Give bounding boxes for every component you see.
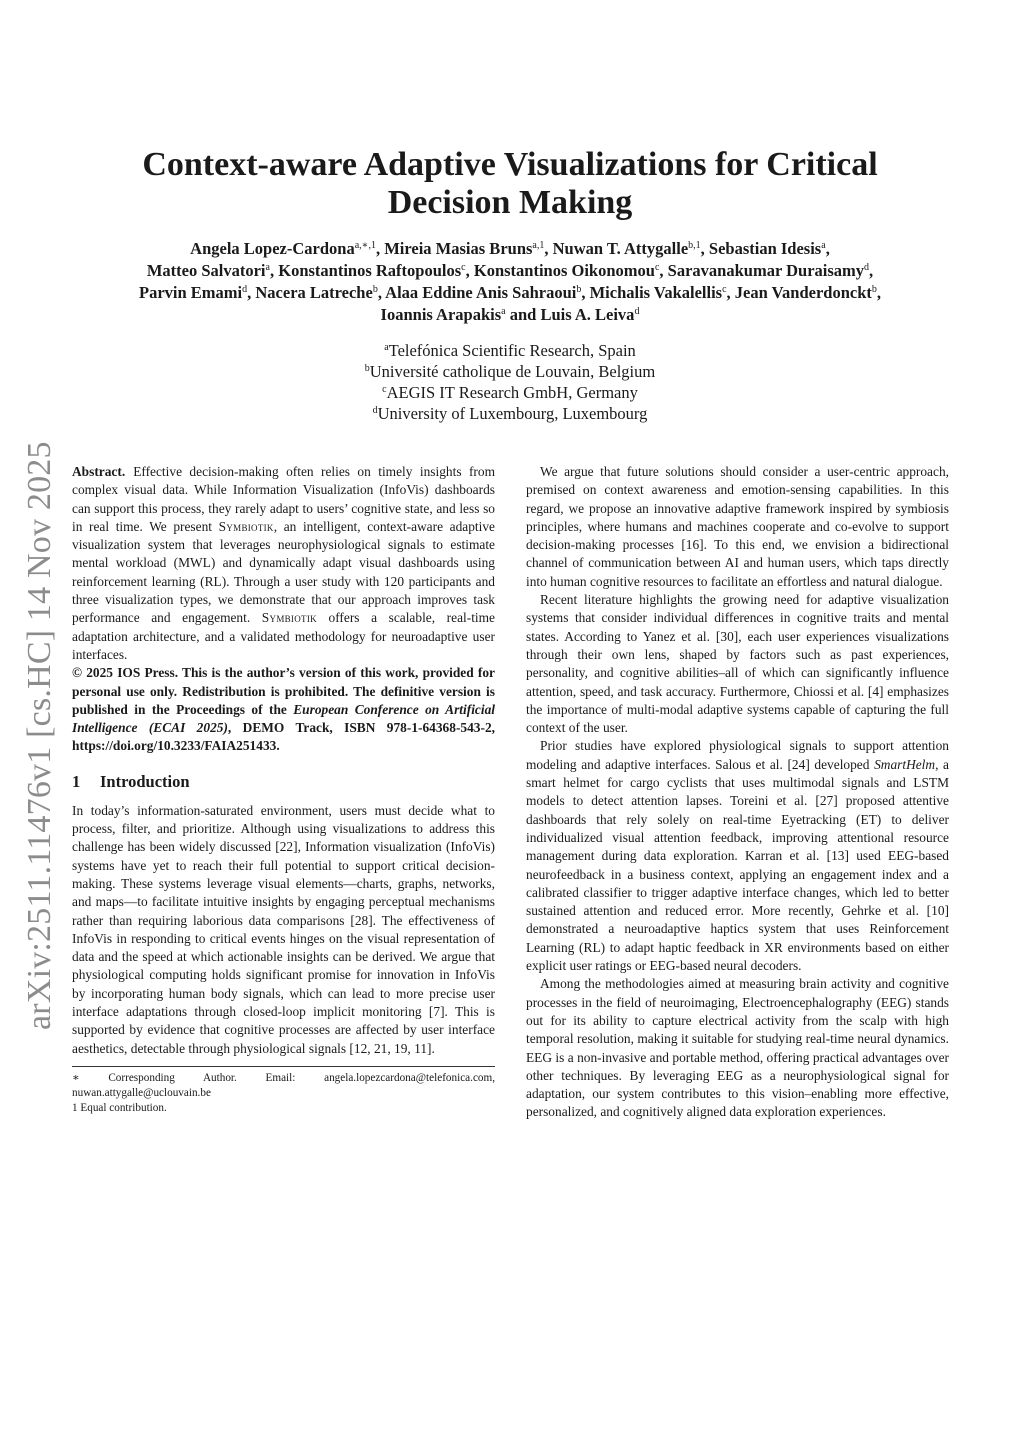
section-number: 1 <box>72 771 81 791</box>
author-line <box>40 304 980 326</box>
abstract <box>72 463 495 664</box>
author-separator: , <box>876 283 881 302</box>
footnote-corresponding: ∗ Corresponding Author. Email: angela.lopezcardona@telefonica.com, nuwan.attygalle@uclouvain.be <box>72 1071 495 1099</box>
author-name: Ioannis Arapakis <box>380 305 502 324</box>
author-separator: , <box>659 261 668 280</box>
author-affiliation-mark: a <box>501 306 506 317</box>
author-affiliation-mark: b <box>871 284 877 295</box>
author-line <box>40 260 980 282</box>
footnotes <box>72 1071 495 1116</box>
author-affiliation-mark: b <box>576 284 582 295</box>
paragraph: We argue that future solutions should consider a user-centric approach, premised on context awareness and emotion-sensing capabilities. In this regard, we propose an innovative adaptive framework inspired by symbiosis principles, where humans and machines cooperate and co-evolve to support decision-making processes [16]. To this end, we envision a bidirectional channel of communication between AI and human users, which taps directly into human cognitive resources to facilitate an effortless and natural dialogue. <box>526 464 949 589</box>
paragraph <box>526 737 949 975</box>
author-separator: , <box>869 261 874 280</box>
author-affiliation-mark: a,1 <box>532 240 545 251</box>
affiliation-name: Telefónica Scientific Research, Spain <box>388 341 636 360</box>
section-heading <box>72 772 495 792</box>
affiliation-name: Université catholique de Louvain, Belgium <box>369 362 656 381</box>
affiliation-mark: a <box>384 342 389 353</box>
author-affiliation-mark: d <box>242 284 248 295</box>
author-affiliation-mark: b <box>372 284 378 295</box>
abstract-heading: Abstract. <box>72 464 126 479</box>
copyright-text-2: , DEMO Track, ISBN 978-1-64368-543-2, https://doi.org/10.3233/FAIA251433. <box>72 720 495 754</box>
paragraph-text: , a smart helmet for cargo cyclists that uses multimodal signals and LSTM models to detect attention lapses. Toreini et al. [27] proposed attentive dashboards that rely solely on real-time Eyetracking (ET) to deliver individualized visual attention feedback, improving attentional resource management during data exploration. Karran et al. [13] used EEG-based neurofeedback in a business context, applying an engagement index and a calibrated classifier to trigger adaptive interface changes, which led to better sustained attention and reduced error. More recently, Gehrke et al. [10] demonstrated a neuroadaptive haptics system that uses Reinforcement Learning (RL) to adapt haptic feedback in XR environments based on either explicit user ratings or EEG-based neural decoders. <box>526 756 950 974</box>
paper-title <box>60 146 960 222</box>
footnote-divider <box>72 1066 495 1067</box>
abstract-text-1: Effective decision-making often relies on timely insights from complex visual data. While Information Visualization (InfoVis) dashboards can support this process, they rarely adapt to users’ cognitive state, and less so in real time. We present <box>72 464 495 534</box>
author-name: Sebastian Idesis <box>708 239 822 258</box>
title-line-1: Context-aware Adaptive Visualizations for Critical <box>142 146 878 183</box>
intro-paragraph: In today’s information-saturated environment, users must decide what to process, filter, and prioritize. Although using visualizations to address this challenge has been widely discussed [22], Information visualization (InfoVis) systems have yet to reach their full potential to support critical decision-making. These systems leverage visual elements—charts, graphs, networks, and maps—to facilitate intuitive insights by engaging perceptual mechanisms rather than requiring laborious data comparisons [28]. The effectiveness of InfoVis in responding to critical events hinges on the visual representation of data and the speed at which actionable insights can be derived. We argue that physiological computing holds significant promise for innovation in InfoVis by incorporating human body signals, which can lead to more precise user interface adaptations through closed-loop implicit monitoring [7]. This is supported by evidence that cognitive processes are affected by user interface aesthetics, detectable through physiological signals [12, 21, 19, 11]. <box>72 802 495 1056</box>
author-affiliation-mark: c <box>654 262 660 273</box>
author-name: Konstantinos Raftopoulos <box>278 261 462 280</box>
affiliation-list <box>260 340 760 424</box>
venue-name: European Conference on Artificial Intelligence (ECAI 2025) <box>72 701 495 736</box>
author-affiliation-mark: a <box>265 262 270 273</box>
affiliation <box>260 382 760 403</box>
author-name: Nacera Latreche <box>255 283 373 302</box>
copyright-notice <box>72 664 495 755</box>
author-list <box>40 238 980 326</box>
author-name: Jean Vanderdonckt <box>734 283 872 302</box>
affiliation-mark: d <box>372 405 378 416</box>
footnote-equal: 1 Equal contribution. <box>72 1101 167 1114</box>
author-name: Mireia Masias Bruns <box>384 239 533 258</box>
right-column <box>526 463 949 1122</box>
author-separator: , <box>247 283 256 302</box>
author-line <box>40 282 980 304</box>
affiliation-mark: b <box>364 363 370 374</box>
smarthelm-name: SmartHelm <box>874 756 936 772</box>
author-separator: , <box>700 239 709 258</box>
author-separator: , <box>544 239 553 258</box>
author-affiliation-mark: c <box>461 262 466 273</box>
author-name: Parvin Emami <box>139 283 243 302</box>
author-name: Nuwan T. Attygalle <box>552 239 689 258</box>
author-separator: , <box>825 239 830 258</box>
affiliation <box>260 340 760 361</box>
arxiv-identifier: arXiv:2511.11476v1 [cs.HC] 14 Nov 2025 <box>21 441 58 1030</box>
author-name: Saravanakumar Duraisamy <box>667 261 865 280</box>
copyright-text-1: © 2025 IOS Press. This is the author’s version of this work, provided for personal use only. Redistribution is prohibited. The definitive version is published in the Proceedings of the <box>72 665 495 717</box>
author-separator: , <box>377 283 386 302</box>
paragraph-text: Prior studies have explored physiological signals to support attention modeling and adaptive interfaces. Salous et al. [24] developed <box>526 738 949 772</box>
author-affiliation-mark: d <box>634 306 640 317</box>
system-name: Symbiotik <box>218 518 274 534</box>
author-affiliation-mark: d <box>864 262 870 273</box>
paragraph: Recent literature highlights the growing need for adaptive visualization systems that consider individual differences in cognitive traits and mental states. According to Yanez et al. [30], each user experiences visualizations through their own lens, shaped by factors such as past experiences, personality, and cognitive abilities–all of which can significantly influence attention, speed, and task accuracy. Furthermore, Chiossi et al. [4] emphasizes the importance of multi-modal adaptive systems capable of capturing the full context of the user. <box>526 592 949 736</box>
affiliation <box>260 361 760 382</box>
author-separator: , <box>269 261 279 280</box>
author-affiliation-mark: a,∗,1 <box>354 240 376 251</box>
affiliation-name: AEGIS IT Research GmbH, Germany <box>386 383 638 402</box>
abstract-text-2: , an intelligent, context-aware adaptive visualization system that leverages neurophysiological signals to estimate mental workload (MWL) and dynamically adapt visual dashboards using reinforcement learning (RL). Through a user study with 120 participants and three visualization types, we demonstrate that our approach improves task performance and engagement. <box>72 518 495 626</box>
author-affiliation-mark: c <box>722 284 727 295</box>
author-name: Angela Lopez-Cardona <box>190 239 355 258</box>
section-title: Introduction <box>100 771 190 791</box>
left-column <box>72 463 495 1116</box>
paragraph: Among the methodologies aimed at measuring brain activity and cognitive processes in the field of neuroimaging, Electroencephalography (EEG) stands out for its ability to capture electrical activity from the scalp with high temporal resolution, making it suitable for studying real-time neural dynamics. EEG is a non-invasive and portable method, offering practical advantages over other techniques. By leveraging EEG as a neurophysiological signal for adaptation, our system contributes to this vision–enabling more effective, personalized, and cognitively aligned data exploration experiences. <box>526 976 949 1120</box>
author-name: Matteo Salvatori <box>146 261 266 280</box>
system-name: Symbiotik <box>261 610 317 626</box>
author-affiliation-mark: b,1 <box>688 240 701 251</box>
author-name: Konstantinos Oikonomou <box>473 261 655 280</box>
title-line-2: Decision Making <box>387 184 633 221</box>
author-separator: , <box>375 239 385 258</box>
affiliation-mark: c <box>382 384 387 395</box>
author-separator: and <box>505 305 541 324</box>
author-name: Alaa Eddine Anis Sahraoui <box>385 283 577 302</box>
author-line <box>40 238 980 260</box>
author-separator: , <box>726 283 735 302</box>
author-name: Michalis Vakalellis <box>589 283 723 302</box>
author-name: Luis A. Leiva <box>540 305 635 324</box>
author-separator: , <box>465 261 474 280</box>
abstract-text-3: offers a scalable, real-time adaptation architecture, and a validated methodology for neuroadaptive user interfaces. <box>72 610 495 662</box>
affiliation <box>260 403 760 424</box>
author-affiliation-mark: a <box>821 240 826 251</box>
author-separator: , <box>581 283 590 302</box>
affiliation-name: University of Luxembourg, Luxembourg <box>377 404 648 423</box>
